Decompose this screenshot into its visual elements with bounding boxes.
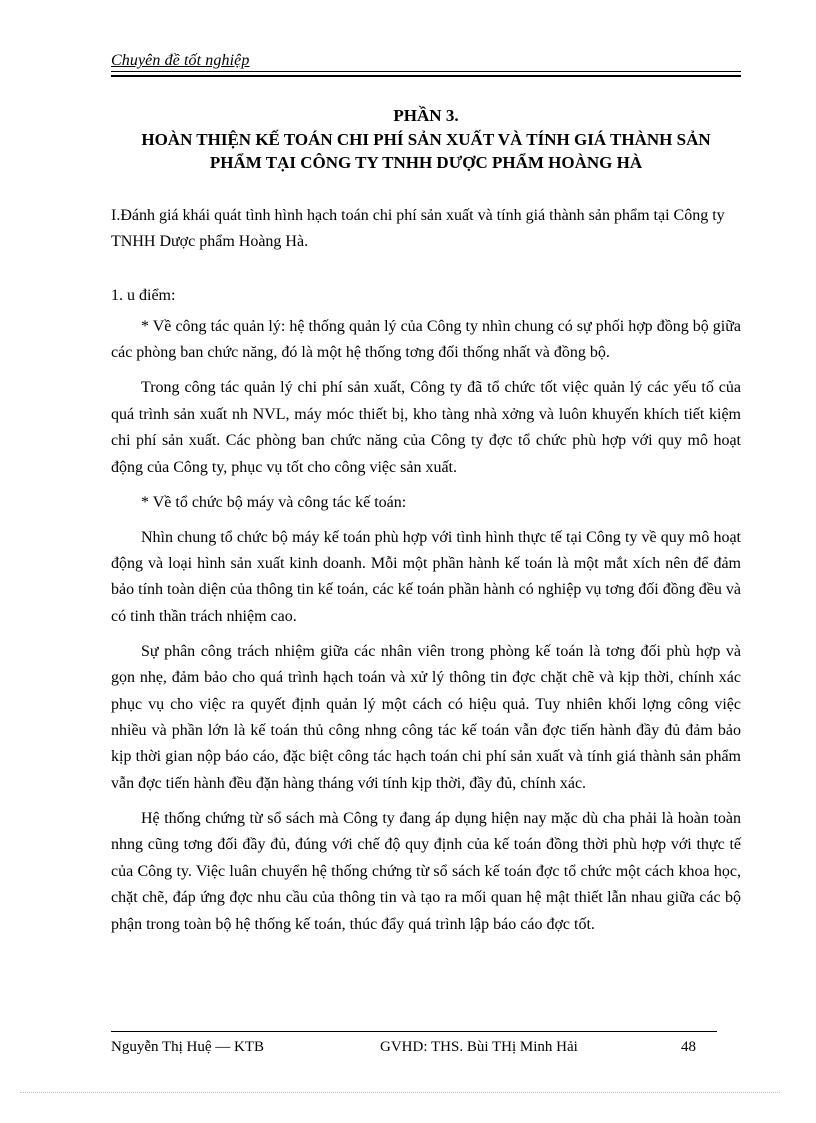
footer-supervisor: GVHD: THS. Bùi THị Minh Hải [380,1039,578,1055]
header-rule-thin [111,71,741,72]
section-heading: I.Đánh giá khái quát tình hình hạch toán chi phí sản xuất và tính giá thành sản phẩm tại Công ty TNHH Dược phẩm Hoàng Hà. [111,207,725,250]
paragraph: Hệ thống chứng từ sổ sách mà Công ty đang áp dụng hiện nay mặc dù cha phải là hoàn toàn nhng cũng tơng đối đầy đủ, đúng với chế độ quy định của kế toán đồng thời phù hợp với thực tế của Công ty. Việc luân chuyển hệ thống chứng từ sổ sách kế toán đợc tổ chức một cách khoa học, chặt chẽ, đáp ứng đợc nhu cầu của thông tin và tạo ra mối quan hệ mật thiết lẫn nhau giữa các bộ phận trong toàn bộ hệ thống kế toán, thúc đẩy quá trình lập báo cáo đợc tốt. [111,809,741,933]
paragraph: * Về công tác quản lý: hệ thống quản lý của Công ty nhìn chung có sự phối hợp đồng bộ giữa các phòng ban chức năng, đó là một hệ thống tơng đối thống nhất và đồng bộ. [111,318,741,362]
paragraph: * Về tổ chức bộ máy và công tác kế toán: [141,493,407,511]
chapter-title-line-2: PHẨM TẠI CÔNG TY TNHH DƯỢC PHẨM HOÀNG HÀ [209,153,643,172]
paragraph: Trong công tác quản lý chi phí sản xuất, Công ty đã tổ chức tốt việc quản lý các yếu tố của quá trình sản xuất nh NVL, máy móc thiết bị, kho tàng nhà xởng và luôn khuyến khích tiết kiệm chi phí sản xuất. Các phòng ban chức năng của Công ty đợc tổ chức phù hợp với quy mô hoạt động của Công ty, phục vụ tốt cho công việc sản xuất. [111,379,741,476]
header-rule-thick [111,75,741,77]
part-title: PHẦN 3. [393,106,459,125]
page-edge-dotted-line [20,1092,780,1093]
subheading-advantages: 1. u điểm: [111,287,176,304]
running-header: Chuyên đề tốt nghiệp [111,52,250,69]
page-number: 48 [681,1039,696,1055]
footer-author: Nguyễn Thị Huệ — KTB [111,1039,265,1055]
chapter-title-block [111,104,741,174]
body-text [111,314,741,947]
paragraph: Nhìn chung tổ chức bộ máy kế toán phù hợp với tình hình thực tế tại Công ty về quy mô hoạt động và loại hình sản xuất kinh doanh. Mỗi một phần hành kế toán là một mắt xích nên để đảm bảo tính toàn diện của thông tin kế toán, các kế toán phần hành có nghiệp vụ tơng đối đồng đều và có tinh thần trách nhiệm cao. [111,528,741,625]
chapter-title-line-1: HOÀN THIỆN KẾ TOÁN CHI PHÍ SẢN XUẤT VÀ TÍNH GIÁ THÀNH SẢN [141,130,711,149]
paragraph: Sự phân công trách nhiệm giữa các nhân viên trong phòng kế toán là tơng đối phù hợp và gọn nhẹ, đảm bảo cho quá trình hạch toán và xử lý thông tin đợc chặt chẽ và kịp thời, chính xác phục vụ cho việc ra quyết định quản lý một cách có hiệu quả. Tuy nhiên khối lợng công việc nhiều và phần lớn là kế toán thủ công nhng công tác kế toán vẫn đợc tiến hành đầy đủ đảm bảo kịp thời gian nộp báo cáo, đặc biệt công tác hạch toán chi phí sản xuất và tính giá thành sản phẩm vẫn đợc tiến hành đều đặn hàng tháng với tính kịp thời, đầy đủ, chính xác. [111,642,741,792]
footer-rule [111,1031,717,1032]
